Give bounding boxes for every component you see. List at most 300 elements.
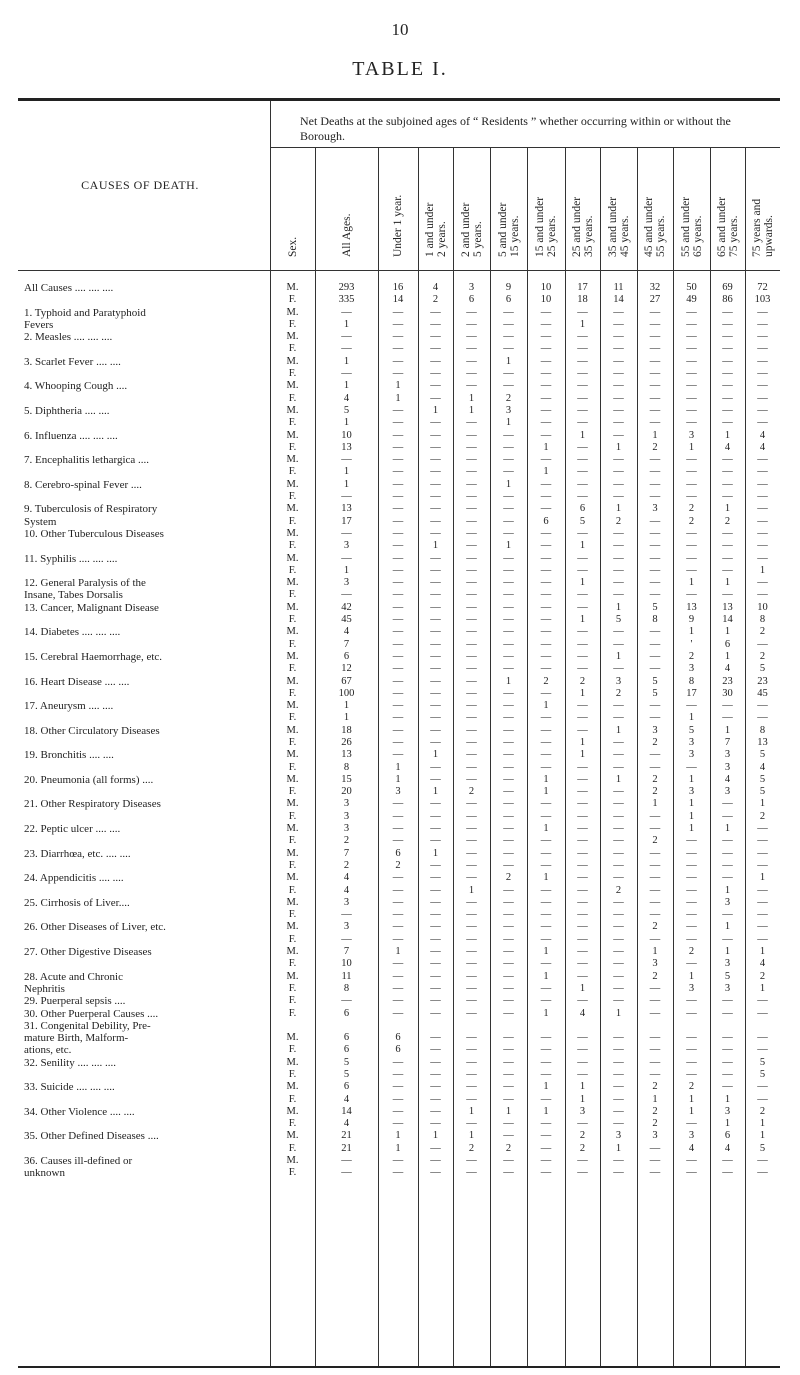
value-cell: 1 bbox=[543, 466, 549, 478]
value-cell: — bbox=[757, 306, 768, 318]
value-cell: — bbox=[466, 306, 477, 318]
value-cell: — bbox=[722, 392, 733, 404]
value-cell: 5 bbox=[759, 786, 766, 798]
value-cell: — bbox=[613, 1044, 624, 1056]
table-row bbox=[18, 1020, 780, 1032]
value-cell: — bbox=[430, 454, 441, 466]
value-cell: — bbox=[722, 835, 733, 847]
value-cell: ' bbox=[690, 638, 693, 650]
value-cell: — bbox=[649, 700, 661, 712]
value-cell: — bbox=[503, 614, 514, 626]
value-cell: — bbox=[466, 835, 477, 847]
value-cell: — bbox=[392, 700, 404, 712]
sex-cell: F. bbox=[288, 343, 297, 355]
value-cell: — bbox=[649, 1167, 661, 1179]
value-cell: — bbox=[430, 872, 441, 884]
value-cell: — bbox=[341, 343, 352, 355]
value-cell: 10 bbox=[757, 601, 768, 613]
value-cell: — bbox=[392, 724, 404, 736]
value-cell: — bbox=[503, 835, 514, 847]
cause-label: 31. Congenital Debility, Pre- bbox=[24, 1019, 151, 1032]
value-cell: 1 bbox=[724, 823, 731, 835]
table-row bbox=[18, 786, 780, 798]
value-cell: — bbox=[613, 896, 624, 908]
value-cell: — bbox=[430, 614, 441, 626]
value-cell: — bbox=[613, 798, 624, 810]
value-cell: — bbox=[757, 1167, 768, 1179]
value-cell: — bbox=[540, 921, 552, 933]
value-cell: — bbox=[392, 1167, 404, 1179]
value-cell: 1 bbox=[688, 1105, 695, 1117]
value-cell: — bbox=[466, 441, 477, 453]
value-cell: — bbox=[540, 909, 552, 921]
value-cell: — bbox=[503, 823, 514, 835]
value-cell: 1 bbox=[615, 724, 622, 736]
value-cell: — bbox=[466, 823, 477, 835]
table-row bbox=[18, 983, 780, 995]
value-cell: — bbox=[392, 491, 404, 503]
value-cell: — bbox=[503, 306, 514, 318]
value-cell: 1 bbox=[759, 1118, 766, 1130]
value-cell: 1 bbox=[615, 601, 622, 613]
cause-label: unknown bbox=[24, 1167, 65, 1180]
value-cell: — bbox=[686, 1118, 697, 1130]
value-cell: — bbox=[430, 650, 441, 662]
value-cell: 1 bbox=[579, 318, 586, 330]
value-cell: 6 bbox=[343, 1032, 350, 1044]
value-cell: 4 bbox=[724, 773, 731, 785]
sex-cell: F. bbox=[288, 982, 297, 994]
value-cell: 3 bbox=[688, 982, 695, 994]
value-cell: — bbox=[613, 478, 624, 490]
value-cell: 5 bbox=[652, 675, 658, 687]
value-cell: — bbox=[649, 909, 661, 921]
value-cell: — bbox=[686, 404, 697, 416]
value-cell: — bbox=[540, 1167, 552, 1179]
value-cell: — bbox=[577, 368, 588, 380]
value-cell: — bbox=[430, 638, 441, 650]
value-cell: — bbox=[540, 1069, 552, 1080]
value-cell: 1 bbox=[395, 946, 401, 958]
sex-cell: M. bbox=[286, 921, 299, 933]
value-cell: — bbox=[392, 626, 404, 638]
value-cell: — bbox=[649, 810, 661, 822]
value-cell: — bbox=[503, 466, 514, 478]
value-cell: — bbox=[686, 331, 697, 343]
value-cell: — bbox=[649, 540, 661, 552]
value-cell: — bbox=[540, 712, 552, 724]
value-cell: 1 bbox=[652, 1093, 658, 1105]
table-row bbox=[18, 294, 780, 306]
table-row bbox=[18, 737, 780, 749]
value-cell: 1 bbox=[688, 441, 695, 453]
value-cell: — bbox=[757, 527, 768, 539]
value-cell: 5 bbox=[579, 515, 586, 527]
value-cell: — bbox=[722, 1081, 733, 1093]
value-cell: — bbox=[430, 958, 441, 970]
value-cell: 7 bbox=[724, 736, 731, 748]
value-cell: — bbox=[686, 896, 697, 908]
value-cell: — bbox=[613, 859, 624, 871]
value-cell: 1 bbox=[759, 946, 766, 958]
table-row bbox=[18, 749, 780, 761]
value-cell: — bbox=[722, 933, 733, 945]
value-cell: — bbox=[540, 601, 552, 613]
value-cell: — bbox=[540, 736, 552, 748]
table-row bbox=[18, 995, 780, 1007]
table-row bbox=[18, 356, 780, 368]
value-cell: — bbox=[649, 859, 661, 871]
value-cell: — bbox=[722, 1155, 733, 1167]
sex-cell: M. bbox=[286, 946, 299, 958]
value-cell: — bbox=[722, 478, 733, 490]
sex-cell: F. bbox=[288, 663, 297, 675]
value-cell: — bbox=[757, 355, 768, 367]
value-cell: — bbox=[649, 564, 661, 576]
value-cell: — bbox=[503, 982, 514, 994]
net-deaths-header: Net Deaths at the subjoined ages of “ Residents ” whether occurring within or without the Borough. bbox=[300, 114, 731, 143]
column-header: 25 and under 35 years. bbox=[570, 196, 595, 257]
value-cell: 1 bbox=[505, 540, 512, 552]
value-cell: — bbox=[466, 355, 477, 367]
value-cell: — bbox=[540, 503, 552, 515]
value-cell: — bbox=[649, 847, 661, 859]
value-cell: — bbox=[392, 958, 404, 970]
value-cell: — bbox=[613, 404, 624, 416]
value-cell: — bbox=[503, 749, 514, 761]
value-cell: — bbox=[613, 995, 624, 1007]
value-cell: 27 bbox=[649, 294, 661, 306]
value-cell: 2 bbox=[543, 675, 549, 687]
value-cell: 2 bbox=[579, 1130, 586, 1142]
value-cell: — bbox=[430, 823, 441, 835]
value-cell: — bbox=[503, 1056, 514, 1068]
value-cell: — bbox=[540, 368, 552, 380]
value-cell: — bbox=[649, 589, 661, 601]
value-cell: 1 bbox=[343, 318, 350, 330]
table-row bbox=[18, 811, 780, 823]
value-cell: — bbox=[430, 736, 441, 748]
value-cell: — bbox=[430, 368, 441, 380]
value-cell: — bbox=[686, 921, 697, 933]
table-row bbox=[18, 626, 780, 638]
value-cell: — bbox=[503, 909, 514, 921]
value-cell: — bbox=[722, 343, 733, 355]
value-cell: 1 bbox=[579, 429, 586, 441]
value-cell: — bbox=[392, 331, 404, 343]
table-row bbox=[18, 577, 780, 589]
value-cell: — bbox=[540, 1142, 552, 1154]
value-cell: 1 bbox=[543, 946, 549, 958]
value-cell: 2 bbox=[724, 515, 731, 527]
value-cell: — bbox=[466, 687, 477, 699]
value-cell: — bbox=[430, 921, 441, 933]
value-cell: — bbox=[686, 1007, 697, 1019]
value-cell: — bbox=[649, 478, 661, 490]
value-cell: — bbox=[392, 1069, 404, 1080]
value-cell: — bbox=[613, 355, 624, 367]
value-cell: 6 bbox=[505, 294, 512, 306]
value-cell: — bbox=[392, 564, 404, 576]
sex-cell: M. bbox=[286, 872, 299, 884]
value-cell: — bbox=[577, 823, 588, 835]
value-cell: — bbox=[757, 896, 768, 908]
cause-label: 1. Typhoid and Paratyphoid bbox=[24, 306, 146, 319]
value-cell: — bbox=[430, 601, 441, 613]
value-cell: 3 bbox=[343, 921, 350, 933]
value-cell: — bbox=[613, 933, 624, 945]
value-cell: — bbox=[722, 700, 733, 712]
value-cell: 1 bbox=[759, 1130, 766, 1142]
value-cell: 2 bbox=[468, 1142, 475, 1154]
value-cell: — bbox=[649, 1007, 661, 1019]
value-cell: 4 bbox=[343, 626, 350, 638]
value-cell: 1 bbox=[432, 749, 439, 761]
value-cell: — bbox=[649, 368, 661, 380]
value-cell: — bbox=[430, 1007, 441, 1019]
value-cell: 1 bbox=[615, 503, 622, 515]
table-row bbox=[18, 712, 780, 724]
value-cell: 13 bbox=[341, 503, 352, 515]
table-row bbox=[18, 1106, 780, 1118]
value-cell: — bbox=[722, 589, 733, 601]
table-row bbox=[18, 1044, 780, 1056]
sex-cell: F. bbox=[288, 318, 297, 330]
value-cell: — bbox=[503, 970, 514, 982]
value-cell: — bbox=[466, 958, 477, 970]
value-cell: — bbox=[466, 650, 477, 662]
value-cell: — bbox=[577, 1167, 588, 1179]
value-cell: — bbox=[466, 724, 477, 736]
value-cell: 2 bbox=[615, 687, 622, 699]
value-cell: — bbox=[722, 564, 733, 576]
value-cell: — bbox=[540, 404, 552, 416]
value-cell: — bbox=[686, 392, 697, 404]
value-cell: — bbox=[540, 454, 552, 466]
value-cell: — bbox=[430, 1167, 441, 1179]
value-cell: — bbox=[649, 331, 661, 343]
value-cell: — bbox=[392, 404, 404, 416]
value-cell: 1 bbox=[505, 675, 512, 687]
value-cell: — bbox=[466, 798, 477, 810]
value-cell: 3 bbox=[343, 540, 350, 552]
value-cell: — bbox=[613, 331, 624, 343]
sex-cell: F. bbox=[288, 786, 297, 798]
value-cell: 4 bbox=[432, 282, 439, 293]
value-cell: — bbox=[649, 417, 661, 429]
value-cell: — bbox=[540, 527, 552, 539]
value-cell: — bbox=[503, 761, 514, 773]
sex-cell: F. bbox=[288, 441, 297, 453]
value-cell: 10 bbox=[341, 429, 352, 441]
value-cell: 1 bbox=[543, 1105, 549, 1117]
value-cell: 1 bbox=[468, 392, 475, 404]
value-cell: — bbox=[430, 675, 441, 687]
value-cell: — bbox=[613, 491, 624, 503]
value-cell: — bbox=[466, 478, 477, 490]
value-cell: 6 bbox=[468, 294, 475, 306]
value-cell: 3 bbox=[688, 429, 695, 441]
value-cell: — bbox=[392, 687, 404, 699]
value-cell: — bbox=[540, 933, 552, 945]
value-cell: 1 bbox=[759, 798, 766, 810]
value-cell: — bbox=[466, 675, 477, 687]
table-row bbox=[18, 762, 780, 774]
value-cell: — bbox=[757, 380, 768, 392]
value-cell: — bbox=[430, 1105, 441, 1117]
value-cell: 11 bbox=[341, 970, 352, 982]
value-cell: 1 bbox=[432, 404, 439, 416]
value-cell: — bbox=[757, 331, 768, 343]
value-cell: — bbox=[757, 638, 768, 650]
value-cell: 3 bbox=[688, 663, 695, 675]
table-row bbox=[18, 602, 780, 614]
value-cell: 2 bbox=[759, 810, 766, 822]
value-cell: 3 bbox=[579, 1105, 586, 1117]
sex-cell: F. bbox=[288, 958, 297, 970]
value-cell: — bbox=[392, 933, 404, 945]
cause-label: 9. Tuberculosis of Respiratory bbox=[24, 503, 158, 516]
cause-label: 23. Diarrhœa, etc. .... .... bbox=[24, 847, 131, 860]
value-cell: — bbox=[503, 552, 514, 564]
value-cell: 17 bbox=[686, 687, 697, 699]
value-cell: — bbox=[430, 1142, 441, 1154]
value-cell: — bbox=[503, 896, 514, 908]
value-cell: 3 bbox=[724, 982, 731, 994]
cause-label: 12. General Paralysis of the bbox=[24, 577, 146, 590]
cause-label: 33. Suicide .... .... .... bbox=[24, 1081, 115, 1094]
value-cell: 1 bbox=[505, 1105, 512, 1117]
table-row bbox=[18, 491, 780, 503]
value-cell: — bbox=[577, 872, 588, 884]
value-cell: — bbox=[577, 1044, 588, 1056]
value-cell: — bbox=[430, 896, 441, 908]
value-cell: — bbox=[686, 835, 697, 847]
value-cell: 1 bbox=[652, 429, 658, 441]
value-cell: — bbox=[503, 847, 514, 859]
sex-cell: F. bbox=[288, 933, 297, 945]
value-cell: 1 bbox=[724, 724, 731, 736]
value-cell: — bbox=[503, 368, 514, 380]
value-cell: — bbox=[430, 392, 441, 404]
column-header: 75 years and upwards. bbox=[750, 198, 775, 257]
value-cell: 14 bbox=[392, 294, 404, 306]
value-cell: — bbox=[466, 564, 477, 576]
value-cell: — bbox=[466, 318, 477, 330]
value-cell: 13 bbox=[686, 601, 697, 613]
value-cell: 5 bbox=[652, 601, 658, 613]
value-cell: 1 bbox=[343, 355, 350, 367]
value-cell: 2 bbox=[759, 650, 766, 662]
value-cell: — bbox=[466, 343, 477, 355]
value-cell: 2 bbox=[579, 1142, 586, 1154]
value-cell: 7 bbox=[343, 946, 350, 958]
value-cell: 3 bbox=[688, 736, 695, 748]
value-cell: 1 bbox=[395, 773, 401, 785]
value-cell: — bbox=[613, 872, 624, 884]
value-cell: 1 bbox=[343, 564, 350, 576]
value-cell: — bbox=[757, 823, 768, 835]
value-cell: 3 bbox=[615, 675, 622, 687]
value-cell: — bbox=[503, 601, 514, 613]
cause-label: System bbox=[24, 515, 57, 528]
value-cell: 1 bbox=[395, 1142, 401, 1154]
value-cell: 4 bbox=[724, 441, 731, 453]
value-cell: — bbox=[503, 1130, 514, 1142]
value-cell: 2 bbox=[652, 970, 658, 982]
value-cell: — bbox=[503, 318, 514, 330]
value-cell: — bbox=[430, 859, 441, 871]
value-cell: — bbox=[540, 638, 552, 650]
value-cell: — bbox=[577, 724, 588, 736]
cause-label: 36. Causes ill-defined or bbox=[24, 1155, 133, 1168]
value-cell: 2 bbox=[759, 626, 766, 638]
value-cell: 1 bbox=[688, 577, 695, 589]
value-cell: — bbox=[649, 761, 661, 773]
value-cell: — bbox=[341, 552, 352, 564]
value-cell: — bbox=[466, 454, 477, 466]
value-cell: — bbox=[540, 626, 552, 638]
value-cell: — bbox=[540, 552, 552, 564]
value-cell: — bbox=[341, 368, 352, 380]
table-row bbox=[18, 442, 780, 454]
value-cell: — bbox=[613, 1056, 624, 1068]
sex-cell: F. bbox=[288, 368, 297, 380]
value-cell: 1 bbox=[395, 380, 401, 392]
value-cell: — bbox=[613, 343, 624, 355]
value-cell: 8 bbox=[688, 675, 695, 687]
value-cell: — bbox=[686, 859, 697, 871]
value-cell: — bbox=[466, 749, 477, 761]
sex-cell: M. bbox=[286, 527, 299, 539]
value-cell: — bbox=[613, 761, 624, 773]
value-cell: — bbox=[392, 577, 404, 589]
cause-label: 17. Aneurysm .... .... bbox=[24, 700, 114, 713]
value-cell: — bbox=[430, 626, 441, 638]
value-cell: 18 bbox=[341, 724, 352, 736]
value-cell: — bbox=[757, 515, 768, 527]
value-cell: 3 bbox=[343, 577, 350, 589]
value-cell: — bbox=[503, 921, 514, 933]
value-cell: — bbox=[503, 638, 514, 650]
value-cell: — bbox=[466, 380, 477, 392]
value-cell: — bbox=[430, 995, 441, 1007]
cause-label: 13. Cancer, Malignant Disease bbox=[24, 601, 159, 614]
value-cell: — bbox=[466, 466, 477, 478]
value-cell: 3 bbox=[724, 1105, 731, 1117]
value-cell: 1 bbox=[579, 1093, 586, 1105]
value-cell: — bbox=[341, 454, 352, 466]
value-cell: 1 bbox=[505, 478, 512, 490]
value-cell: — bbox=[649, 380, 661, 392]
value-cell: — bbox=[722, 318, 733, 330]
table-row bbox=[18, 553, 780, 565]
value-cell: — bbox=[466, 491, 477, 503]
causes-of-death-header: CAUSES OF DEATH. bbox=[81, 178, 199, 192]
sex-cell: F. bbox=[288, 736, 297, 748]
value-cell: 5 bbox=[688, 724, 695, 736]
value-cell: — bbox=[613, 736, 624, 748]
value-cell: 10 bbox=[540, 294, 552, 306]
value-cell: — bbox=[757, 884, 768, 896]
value-cell: 8 bbox=[343, 982, 350, 994]
sex-cell: M. bbox=[286, 601, 299, 613]
value-cell: — bbox=[613, 429, 624, 441]
value-cell: 2 bbox=[652, 921, 658, 933]
sex-cell: F. bbox=[288, 491, 297, 503]
sex-cell: M. bbox=[286, 970, 299, 982]
value-cell: — bbox=[540, 1118, 552, 1130]
